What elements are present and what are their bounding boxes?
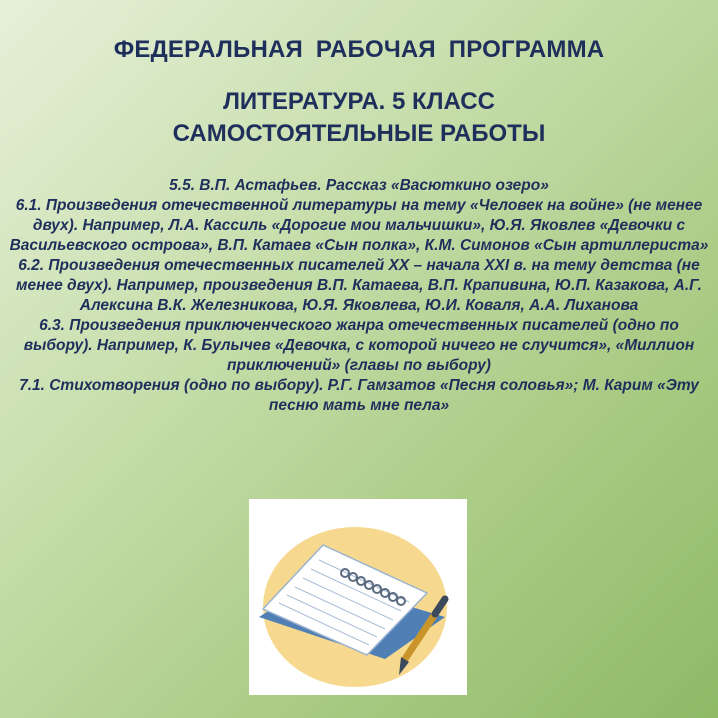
slide-subtitle [0,86,718,150]
subtitle-line-grade: ЛИТЕРАТУРА. 5 КЛАСС [223,88,495,115]
reading-item: 6.1. Произведения отечественной литературы на тему «Человек на войне» (не менее двух). Например, Л.А. Кассиль «Дорогие мои мальчишки», Ю.Я. Яковлев «Девочки с Васильевского острова», В.П. Катаев «Сын полка», К.М. Симонов «Сын артиллериста» [9,197,709,254]
illustration [249,499,467,695]
reading-item: 7.1. Стихотворения (одно по выбору). Р.Г. Гамзатов «Песня соловья»; М. Карим «Эту песню мать мне пела» [19,377,699,414]
reading-item: 5.5. В.П. Астафьев. Рассказ «Васюткино озеро» [169,177,549,194]
reading-item: 6.2. Произведения отечественных писателей XX – начала XXI в. на тему детства (не менее двух). Например, произведения В.П. Катаева, В.П. Крапивина, Ю.П. Казакова, А.Г. Алексина В.К. Железникова, Ю.Я. Яковлева, Ю.И. Коваля, А.А. Лиханова [16,257,702,314]
notebook-with-pen-icon [249,499,467,695]
reading-item: 6.3. Произведения приключенческого жанра отечественных писателей (одно по выбору). Например, К. Булычев «Девочка, с которой ничего не случится», «Миллион приключений» (главы по выбору) [23,317,695,374]
reading-list [4,176,714,416]
subtitle-line-works: САМОСТОЯТЕЛЬНЫЕ РАБОТЫ [172,120,546,147]
slide-title: ФЕДЕРАЛЬНАЯ РАБОЧАЯ ПРОГРАММА [113,36,605,63]
